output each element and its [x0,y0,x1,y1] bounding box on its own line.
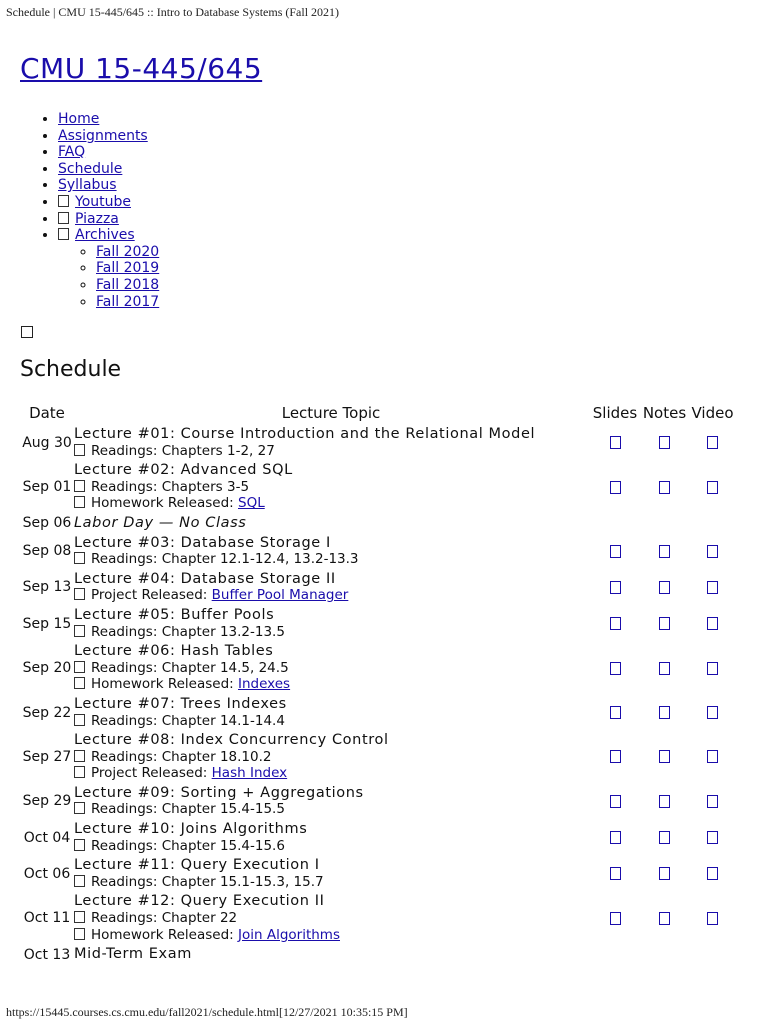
readings-line [74,801,588,818]
table-row [20,570,738,606]
lecture-title: Lecture #06: Hash Tables [74,643,274,660]
row-date: Sep 27 [22,748,72,765]
book-icon [74,444,85,456]
video-icon[interactable] [707,481,718,494]
row-notes-cell [642,820,687,856]
nav-link-assignments[interactable]: Assignments [58,127,148,144]
book-icon [74,480,85,492]
notes-icon[interactable] [659,436,670,449]
schedule-table [20,403,738,965]
line-label: Readings: [91,712,158,729]
row-notes-cell [642,425,687,461]
lecture-title: Lecture #04: Database Storage II [74,570,336,587]
line-label: Readings: [91,623,158,640]
line-label: Homework Released: [91,926,234,943]
row-slides-cell [588,731,642,784]
row-video-cell [687,461,738,514]
line-label: Homework Released: [91,676,234,693]
row-date: Sep 06 [22,515,72,532]
print-footer: https://15445.courses.cs.cmu.edu/fall2021/schedule.html[12/27/2021 10:35:15 PM] [6,1005,408,1019]
notes-icon[interactable] [659,750,670,763]
row-date: Sep 29 [22,793,72,810]
lecture-title: Lecture #01: Course Introduction and the Relational Model [74,426,536,442]
line-label: Readings: [91,442,158,459]
row-date: Sep 20 [22,660,72,677]
table-row [20,606,738,642]
row-notes-cell [642,461,687,514]
row-date: Sep 15 [22,615,72,632]
row-date: Aug 30 [22,434,72,451]
archive-item-fall-2018 [96,277,159,294]
table-header-row [20,403,738,425]
row-video-cell [687,731,738,784]
line-label: Readings: [91,551,158,568]
release-icon [74,496,85,508]
row-topic [74,514,588,534]
release-icon [74,928,85,940]
table-row [20,514,738,534]
row-slides-cell [588,570,642,606]
main-nav [38,111,159,310]
row-slides-cell [588,461,642,514]
row-date: Oct 13 [23,946,71,963]
video-icon[interactable] [707,795,718,808]
row-topic [74,570,588,606]
table-row [20,695,738,731]
row-slides-cell [588,820,642,856]
release-line [74,765,588,782]
archive-link-fall-2020[interactable]: Fall 2020 [96,243,160,260]
lecture-title: Lecture #09: Sorting + Aggregations [74,784,364,801]
nav-link-schedule[interactable]: Schedule [58,160,123,177]
notes-icon[interactable] [659,581,670,594]
video-icon[interactable] [707,617,718,630]
row-topic [74,892,588,945]
row-video-cell [687,695,738,731]
schedule-body [20,425,738,965]
row-notes-cell [642,514,687,534]
table-row [20,892,738,945]
row-video-cell [687,606,738,642]
notes-icon[interactable] [659,831,670,844]
readings-text: Chapter 12.1-12.4, 13.2-13.3 [161,551,359,568]
row-slides-cell [588,606,642,642]
notes-icon[interactable] [659,545,670,558]
line-label: Project Released: [91,587,208,604]
row-notes-cell [642,784,687,820]
row-date: Oct 04 [23,829,71,846]
readings-text: Chapters 1-2, 27 [161,442,275,459]
row-topic [74,425,588,461]
table-row [20,642,738,695]
video-icon[interactable] [707,831,718,844]
exam-title: Mid-Term Exam [74,946,192,963]
row-notes-cell [642,570,687,606]
nav-link-piazza[interactable] [58,211,119,227]
row-notes-cell [642,945,687,965]
row-topic [74,820,588,856]
slides-icon[interactable] [610,750,621,763]
notes-icon[interactable] [659,795,670,808]
piazza-icon [58,212,69,224]
nav-item-home [58,111,159,128]
row-slides-cell [588,534,642,570]
lecture-title: Lecture #10: Joins Algorithms [74,821,308,838]
readings-text: Chapter 22 [161,910,238,927]
row-video-cell [687,784,738,820]
release-icon [74,766,85,778]
nav-item-schedule [58,161,159,178]
book-icon [74,911,85,923]
table-row [20,534,738,570]
row-notes-cell [642,534,687,570]
line-label: Project Released: [91,765,208,782]
slides-icon[interactable] [610,545,621,558]
header-video: Video [691,404,734,422]
row-notes-cell [642,892,687,945]
nav-link-syllabus[interactable]: Syllabus [58,177,117,194]
release-icon [74,588,85,600]
book-icon [74,875,85,887]
line-label: Homework Released: [91,495,234,512]
lecture-title: Lecture #03: Database Storage I [74,534,331,551]
book-icon [74,625,85,637]
readings-text: Chapter 18.10.2 [161,748,272,765]
readings-line [74,551,588,568]
nav-link-youtube[interactable] [58,194,131,210]
readings-line [74,624,588,641]
line-label: Readings: [91,478,158,495]
archive-link-fall-2018[interactable]: Fall 2018 [96,276,160,293]
slides-icon[interactable] [610,867,621,880]
row-video-cell [687,945,738,965]
book-icon [74,661,85,673]
site-title [20,52,262,85]
nav-item-syllabus [58,177,159,194]
video-icon[interactable] [707,706,718,719]
nav-label-youtube: Youtube [75,193,131,210]
nav-item-youtube [58,194,159,211]
row-notes-cell [642,606,687,642]
notes-icon[interactable] [659,662,670,675]
notes-icon[interactable] [659,617,670,630]
menu-toggle-checkbox[interactable] [21,326,33,338]
line-label: Readings: [91,659,158,676]
row-video-cell [687,425,738,461]
row-date: Oct 11 [23,910,71,927]
slides-icon[interactable] [610,795,621,808]
book-icon [74,839,85,851]
video-icon[interactable] [707,581,718,594]
video-icon[interactable] [707,750,718,763]
assignment-link[interactable]: Join Algorithms [238,926,340,943]
readings-line [74,443,588,460]
holiday-label: Labor Day — No Class [74,514,247,531]
lecture-title: Lecture #12: Query Execution II [74,893,325,910]
nav-item-assignments [58,128,159,145]
nav-label-piazza: Piazza [75,210,119,227]
header-slides: Slides [592,404,638,422]
table-row [20,856,738,892]
lecture-title: Lecture #05: Buffer Pools [74,606,275,623]
assignment-link[interactable]: Hash Index [211,765,288,782]
table-row [20,731,738,784]
row-topic [74,856,588,892]
print-header: Schedule | CMU 15-445/645 :: Intro to Database Systems (Fall 2021) [6,5,340,19]
slides-icon[interactable] [610,581,621,594]
readings-text: Chapter 15.1-15.3, 15.7 [161,873,324,890]
nav-item-faq [58,144,159,161]
row-date: Sep 22 [22,704,72,721]
table-row [20,425,738,461]
nav-link-faq[interactable]: FAQ [58,144,86,161]
readings-text: Chapter 14.1-14.4 [161,712,285,729]
slides-icon[interactable] [610,831,621,844]
book-icon [74,802,85,814]
slides-icon[interactable] [610,617,621,630]
readings-line [74,479,588,496]
archive-item-fall-2019 [96,260,159,277]
readings-line [74,838,588,855]
row-slides-cell [588,425,642,461]
nav-item-piazza [58,211,159,228]
readings-line [74,660,588,677]
row-slides-cell [588,642,642,695]
readings-line [74,713,588,730]
notes-icon[interactable] [659,912,670,925]
assignment-link[interactable]: Buffer Pool Manager [211,587,349,604]
nav-item-archives [58,227,159,310]
row-topic [74,534,588,570]
release-line [74,587,588,604]
header-date: Date [29,404,65,422]
row-slides-cell [588,892,642,945]
row-notes-cell [642,642,687,695]
lecture-title: Lecture #11: Query Execution I [74,857,320,874]
row-date: Sep 01 [22,479,72,496]
row-topic [74,642,588,695]
row-slides-cell [588,856,642,892]
readings-text: Chapter 14.5, 24.5 [161,659,289,676]
video-icon[interactable] [707,545,718,558]
table-row [20,945,738,965]
row-topic [74,461,588,514]
book-icon [74,714,85,726]
nav-label-archives: Archives [75,227,135,244]
line-label: Readings: [91,837,158,854]
notes-icon[interactable] [659,481,670,494]
page-title: Schedule [20,357,122,382]
archive-link-fall-2019[interactable]: Fall 2019 [96,260,160,277]
video-icon[interactable] [707,436,718,449]
archive-icon [58,228,69,240]
youtube-icon [58,195,69,207]
video-icon[interactable] [707,662,718,675]
lecture-title: Lecture #07: Trees Indexes [74,695,287,712]
row-slides-cell [588,784,642,820]
header-topic: Lecture Topic [281,404,381,422]
archive-item-fall-2017 [96,294,159,311]
row-slides-cell [588,945,642,965]
assignment-link[interactable]: SQL [238,495,265,512]
row-date: Oct 06 [23,865,71,882]
row-video-cell [687,892,738,945]
row-video-cell [687,820,738,856]
readings-text: Chapter 15.4-15.5 [161,801,285,818]
readings-text: Chapter 13.2-13.5 [161,623,285,640]
table-row [20,461,738,514]
row-video-cell [687,570,738,606]
row-date: Sep 13 [22,579,72,596]
release-line [74,927,588,944]
line-label: Readings: [91,910,158,927]
release-line [74,495,588,512]
release-line [74,676,588,693]
row-video-cell [687,534,738,570]
row-notes-cell [642,731,687,784]
row-video-cell [687,856,738,892]
table-row [20,820,738,856]
line-label: Readings: [91,748,158,765]
row-topic [74,784,588,820]
slides-icon[interactable] [610,662,621,675]
row-notes-cell [642,856,687,892]
line-label: Readings: [91,801,158,818]
slides-icon[interactable] [610,706,621,719]
row-topic [74,731,588,784]
readings-text: Chapters 3-5 [161,478,250,495]
site-title-link[interactable]: CMU 15-445/645 [20,52,263,85]
row-video-cell [687,514,738,534]
readings-line [74,749,588,766]
row-topic [74,606,588,642]
video-icon[interactable] [707,912,718,925]
row-video-cell [687,642,738,695]
row-notes-cell [642,695,687,731]
row-date: Sep 08 [22,543,72,560]
header-notes: Notes [642,404,687,422]
row-slides-cell [588,514,642,534]
archive-link-fall-2017[interactable]: Fall 2017 [96,293,160,310]
slides-icon[interactable] [610,481,621,494]
notes-icon[interactable] [659,867,670,880]
readings-line [74,874,588,891]
nav-link-archives[interactable] [58,227,135,243]
slides-icon[interactable] [610,436,621,449]
readings-text: Chapter 15.4-15.6 [161,837,285,854]
book-icon [74,750,85,762]
assignment-link[interactable]: Indexes [238,676,291,693]
line-label: Readings: [91,873,158,890]
row-slides-cell [588,695,642,731]
table-row [20,784,738,820]
slides-icon[interactable] [610,912,621,925]
lecture-title: Lecture #08: Index Concurrency Control [74,732,389,749]
lecture-title: Lecture #02: Advanced SQL [74,462,293,479]
row-topic [74,695,588,731]
archive-item-fall-2020 [96,244,159,261]
row-topic [74,945,588,965]
notes-icon[interactable] [659,706,670,719]
archives-submenu [58,244,159,310]
release-icon [74,677,85,689]
readings-line [74,910,588,927]
book-icon [74,552,85,564]
nav-link-home[interactable]: Home [58,111,100,127]
video-icon[interactable] [707,867,718,880]
